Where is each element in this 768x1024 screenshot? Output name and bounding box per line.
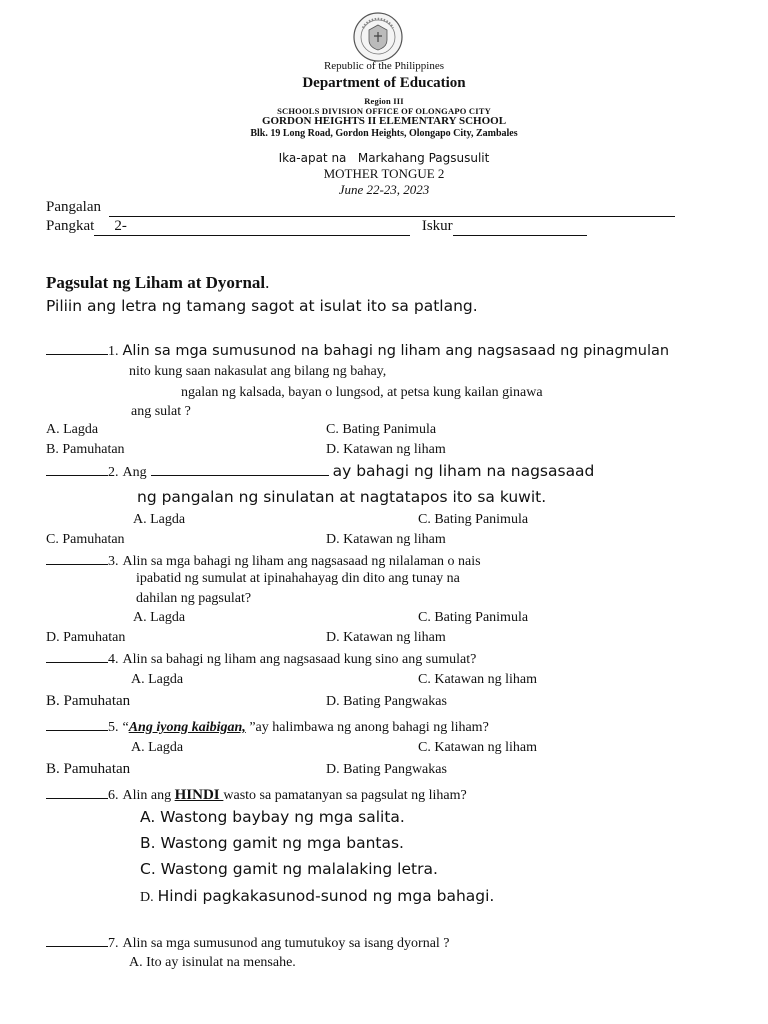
answer-blank-1[interactable] bbox=[46, 342, 108, 355]
header-school: GORDON HEIGHTS II ELEMENTARY SCHOOL bbox=[261, 115, 507, 127]
q3-option-b: D. Pamuhatan bbox=[46, 630, 126, 645]
question-text: Alin sa mga sumusunod na bahagi ng liham ang nagsasaad ng pinagmulan bbox=[122, 343, 670, 359]
question-7 bbox=[46, 934, 450, 952]
option-text: Hindi pagkakasunod-sunod ng mga bahagi. bbox=[157, 887, 495, 905]
question-text: wasto sa pamatanyan sa pagsulat ng liham? bbox=[223, 788, 467, 803]
example-phrase: Ang iyong kaibigan, bbox=[128, 720, 246, 735]
score-blank[interactable] bbox=[453, 218, 587, 236]
answer-blank-7[interactable] bbox=[46, 934, 108, 947]
question-3-line-2: ipabatid ng sumulat at ipinahahayag din dito ang tunay na bbox=[136, 571, 460, 586]
q2-option-b: C. Pamuhatan bbox=[46, 532, 125, 547]
question-2-suffix: ay bahagi ng liham na nagsasaad bbox=[332, 462, 595, 480]
q6-option-b: B. Wastong gamit ng mga bantas. bbox=[140, 834, 404, 852]
q1-option-c: C. Bating Panimula bbox=[326, 422, 437, 437]
question-text: Alin sa mga sumusunod ang tumutukoy sa isang dyornal ? bbox=[122, 936, 450, 951]
q6-option-d bbox=[140, 887, 494, 906]
section-label: Pangkat bbox=[46, 218, 95, 234]
q6-option-c: C. Wastong gamit ng malalaking letra. bbox=[140, 860, 438, 878]
emphasis-hindi: HINDI bbox=[174, 787, 224, 803]
header-division: SCHOOLS DIVISION OFFICE OF OLONGAPO CITY bbox=[277, 106, 491, 116]
question-5 bbox=[46, 718, 489, 736]
name-label: Pangalan bbox=[46, 199, 101, 215]
header-republic: Republic of the Philippines bbox=[323, 60, 445, 72]
inline-blank[interactable] bbox=[151, 463, 329, 476]
question-text: ”ay halimbawa ng anong bahagi ng liham? bbox=[245, 720, 489, 735]
q5-option-a: A. Lagda bbox=[131, 740, 184, 755]
question-number: 1. bbox=[108, 344, 119, 359]
exam-date: June 22-23, 2023 bbox=[338, 182, 430, 197]
answer-blank-6[interactable] bbox=[46, 786, 108, 799]
header-address: Blk. 19 Long Road, Gordon Heights, Olongapo City, Zambales bbox=[250, 128, 518, 139]
q4-option-a: A. Lagda bbox=[131, 672, 184, 687]
q2-option-c: C. Bating Panimula bbox=[418, 512, 529, 527]
question-number: 4. bbox=[108, 652, 119, 667]
question-6 bbox=[46, 786, 467, 804]
deped-seal-logo bbox=[353, 12, 403, 62]
exam-name: Ika-apat na Markahang Pagsusulit bbox=[278, 151, 490, 165]
question-number: 3. bbox=[108, 554, 119, 569]
q4-option-c: C. Katawan ng liham bbox=[418, 672, 537, 687]
question-2 bbox=[46, 462, 594, 481]
question-number: 2. bbox=[108, 465, 119, 480]
question-text: Alin sa mga bahagi ng liham ang nagsasaad ng nilalaman o nais bbox=[122, 554, 481, 569]
q1-option-b: B. Pamuhatan bbox=[46, 442, 125, 457]
section-title: Pagsulat ng Liham at Dyornal bbox=[46, 273, 266, 292]
q4-option-d: D. Bating Pangwakas bbox=[326, 694, 447, 709]
answer-blank-2[interactable] bbox=[46, 463, 108, 476]
question-3-line-3: dahilan ng pagsulat? bbox=[136, 591, 252, 606]
header-region: Region III bbox=[364, 96, 404, 106]
question-1-line-2: nito kung saan nakasulat ang bilang ng bahay, bbox=[129, 364, 387, 379]
q1-option-d: D. Katawan ng liham bbox=[326, 442, 446, 457]
q5-option-d: D. Bating Pangwakas bbox=[326, 762, 447, 777]
question-text: Alin sa bahagi ng liham ang nagsasaad kung sino ang sumulat? bbox=[122, 652, 477, 667]
question-4 bbox=[46, 650, 476, 668]
q3-option-d: D. Katawan ng liham bbox=[326, 630, 446, 645]
question-number: 6. bbox=[108, 788, 119, 803]
name-blank[interactable] bbox=[109, 199, 675, 217]
section-blank[interactable] bbox=[94, 218, 410, 236]
answer-blank-3[interactable] bbox=[46, 552, 108, 565]
subject-title: MOTHER TONGUE 2 bbox=[323, 166, 445, 181]
q5-option-c: C. Katawan ng liham bbox=[418, 740, 537, 755]
q1-option-a: A. Lagda bbox=[46, 422, 99, 437]
instruction: Piliin ang letra ng tamang sagot at isulat ito sa patlang. bbox=[46, 297, 478, 315]
q3-option-a: A. Lagda bbox=[133, 610, 186, 625]
q6-option-a: A. Wastong baybay ng mga salita. bbox=[140, 808, 405, 826]
section-heading bbox=[46, 273, 269, 293]
q3-option-c: C. Bating Panimula bbox=[418, 610, 529, 625]
question-1-line-4: ang sulat ? bbox=[131, 404, 191, 419]
question-number: 7. bbox=[108, 936, 119, 951]
question-2-prefix: Ang bbox=[122, 465, 147, 480]
q2-option-d: D. Katawan ng liham bbox=[326, 532, 446, 547]
question-3 bbox=[46, 552, 481, 570]
q4-option-b: B. Pamuhatan bbox=[46, 693, 131, 709]
q5-option-b: B. Pamuhatan bbox=[46, 761, 131, 777]
answer-blank-5[interactable] bbox=[46, 718, 108, 731]
section-title-period: . bbox=[265, 273, 270, 292]
question-1-line-3: ngalan ng kalsada, bayan o lungsod, at petsa kung kailan ginawa bbox=[181, 385, 543, 400]
q7-option-a: A. Ito ay isinulat na mensahe. bbox=[129, 955, 296, 970]
question-text-pre: Alin ang bbox=[122, 788, 175, 803]
answer-blank-4[interactable] bbox=[46, 650, 108, 663]
header-department: Department of Education bbox=[302, 75, 466, 91]
name-field bbox=[46, 199, 675, 217]
section-field bbox=[46, 218, 587, 236]
quote-open: “ bbox=[122, 720, 129, 735]
q2-option-a: A. Lagda bbox=[133, 512, 186, 527]
question-number: 5. bbox=[108, 720, 119, 735]
section-value: 2- bbox=[114, 218, 127, 234]
score-label: Iskur bbox=[421, 218, 453, 234]
option-letter: D. bbox=[140, 890, 154, 905]
question-2-line-2: ng pangalan ng sinulatan at nagtatapos ito sa kuwit. bbox=[137, 488, 547, 506]
question-1 bbox=[46, 342, 669, 360]
